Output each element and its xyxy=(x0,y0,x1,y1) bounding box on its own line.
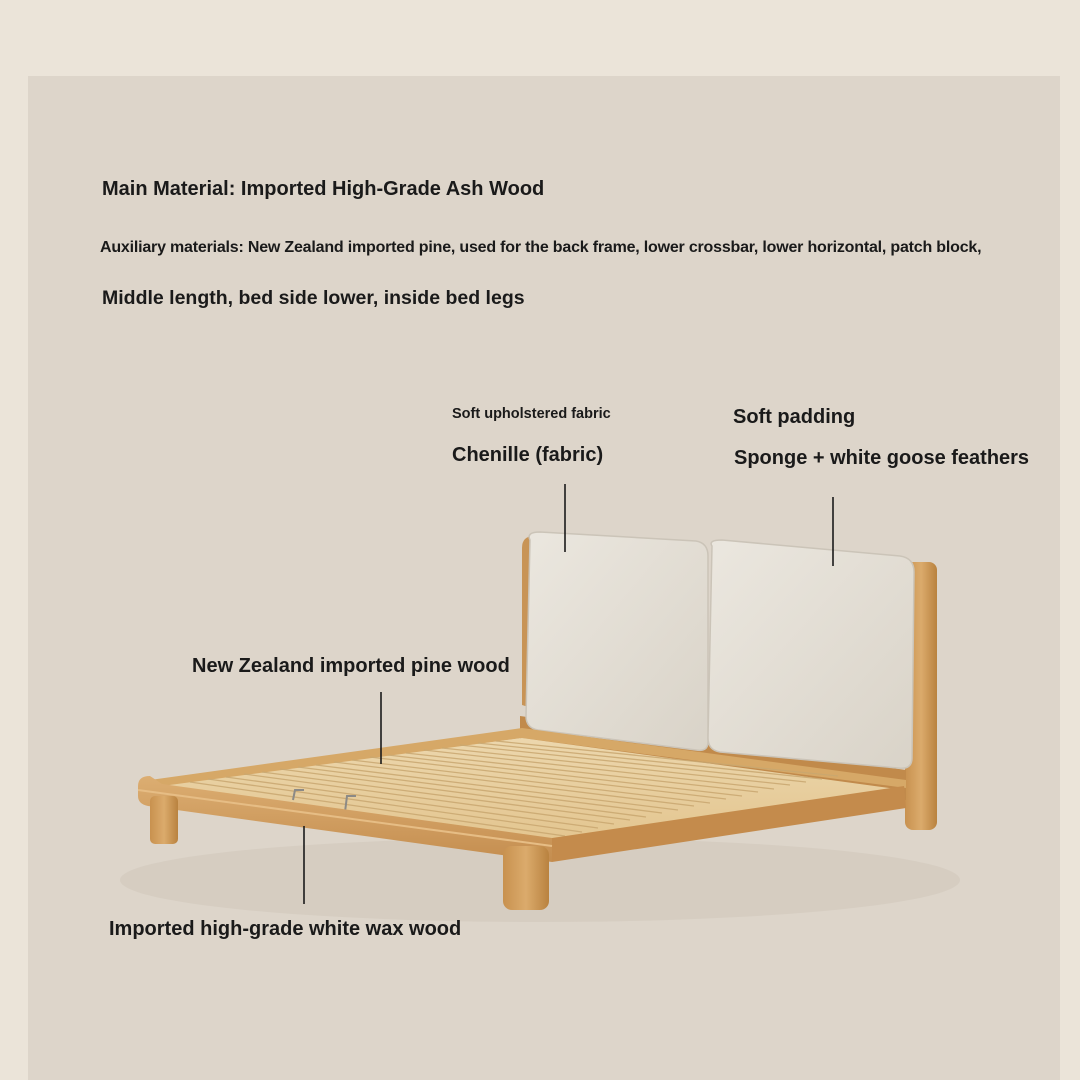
left-cushion xyxy=(526,532,708,750)
middle-length-text: Middle length, bed side lower, inside bed legs xyxy=(102,287,525,309)
front-right-leg xyxy=(503,846,549,910)
pine-wood-callout: New Zealand imported pine wood xyxy=(192,655,510,677)
wax-wood-callout: Imported high-grade white wax wood xyxy=(109,918,462,940)
front-left-leg xyxy=(150,796,178,844)
padding-callout-label: Soft padding xyxy=(733,406,856,428)
right-cushion xyxy=(708,540,914,768)
fabric-callout-label: Soft upholstered fabric xyxy=(452,406,611,422)
padding-callout-value: Sponge + white goose feathers xyxy=(734,447,1030,469)
fabric-callout-value: Chenille (fabric) xyxy=(452,444,604,466)
main-material-text: Main Material: Imported High-Grade Ash Wood xyxy=(102,178,545,200)
auxiliary-materials-text: Auxiliary materials: New Zealand imported pine, used for the back frame, lower crossbar, lower horizontal, patch block, xyxy=(100,239,982,256)
